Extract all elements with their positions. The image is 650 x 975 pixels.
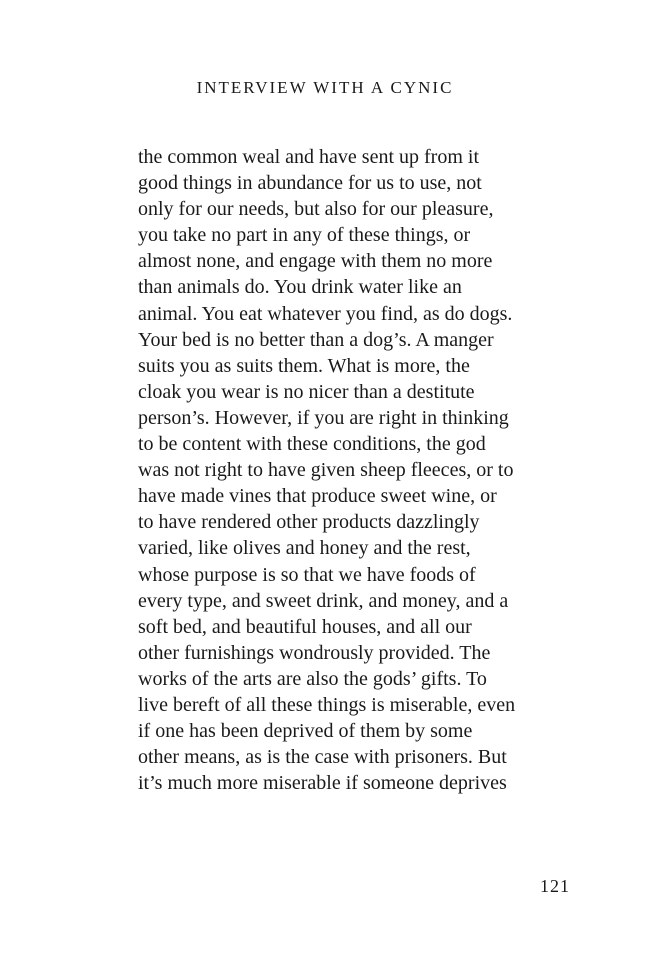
text-line: works of the arts are also the gods’ gifts. To <box>138 667 487 690</box>
text-line: was not right to have given sheep fleeces, or to <box>138 459 514 482</box>
text-line: to have rendered other products dazzlingly <box>138 511 480 534</box>
text-line: you take no part in any of these things, or <box>138 224 471 247</box>
text-line: person’s. However, if you are right in thinking <box>138 406 509 429</box>
page-number: 121 <box>540 876 570 896</box>
body-text <box>138 144 558 796</box>
text-line: soft bed, and beautiful houses, and all our <box>138 615 472 638</box>
text-line: only for our needs, but also for our pleasure, <box>138 198 494 221</box>
text-line: have made vines that produce sweet wine, or <box>138 485 497 508</box>
text-line: live bereft of all these things is miserable, even <box>138 693 516 716</box>
text-line: the common weal and have sent up from it <box>138 146 480 168</box>
text-line: cloak you wear is no nicer than a destitute <box>138 380 475 403</box>
text-line: other furnishings wondrously provided. The <box>138 641 491 664</box>
text-line: other means, as is the case with prisoners. But <box>138 746 507 769</box>
running-head: INTERVIEW WITH A CYNIC <box>196 78 454 97</box>
text-line: it’s much more miserable if someone deprives <box>138 772 507 795</box>
text-line: Your bed is no better than a dog’s. A manger <box>138 328 494 351</box>
text-line: suits you as suits them. What is more, the <box>138 354 470 377</box>
text-line: if one has been deprived of them by some <box>138 720 473 743</box>
text-line: good things in abundance for us to use, not <box>138 172 482 195</box>
text-line: whose purpose is so that we have foods of <box>138 563 476 586</box>
text-line: animal. You eat whatever you find, as do dogs. <box>138 302 513 325</box>
text-line: varied, like olives and honey and the rest, <box>138 537 471 560</box>
text-line: than animals do. You drink water like an <box>138 276 462 299</box>
text-line: almost none, and engage with them no more <box>138 250 493 273</box>
text-line: every type, and sweet drink, and money, and a <box>138 589 509 612</box>
text-line: to be content with these conditions, the god <box>138 433 486 456</box>
